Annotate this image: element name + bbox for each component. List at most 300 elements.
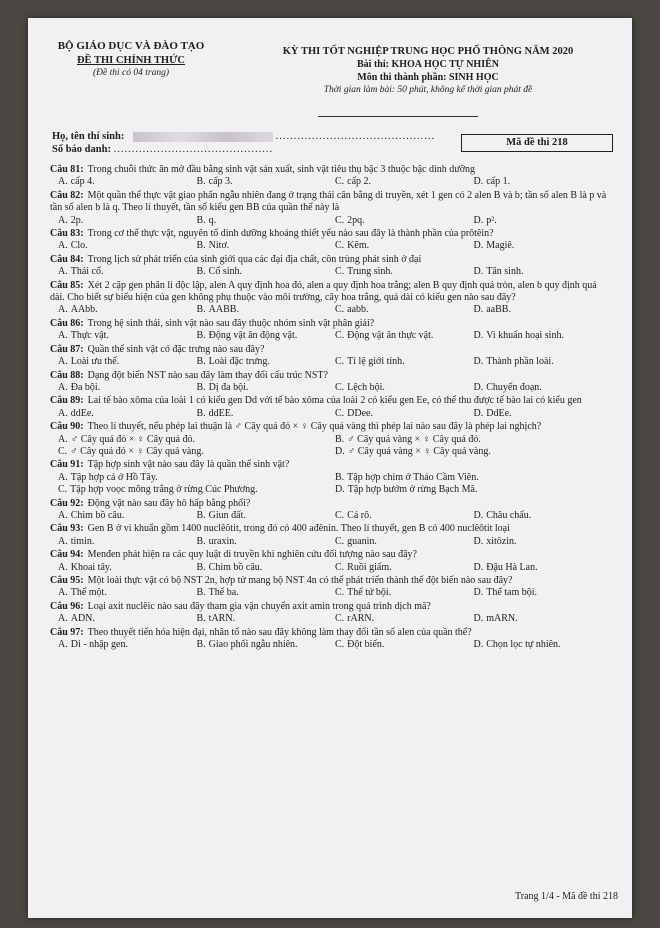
answer-option (474, 613, 613, 625)
option-text: ♂ Cây quả đỏ × ♀ Cây quả đỏ. (70, 433, 195, 445)
question-number: Câu 86: (50, 317, 84, 329)
answer-option (197, 356, 336, 368)
option-letter: A. (58, 613, 68, 625)
option-text: uraxin. (208, 535, 237, 547)
option-text: Cổ sinh. (208, 266, 243, 278)
option-text: timin. (70, 535, 95, 547)
option-letter: A. (58, 304, 68, 316)
answer-option (58, 510, 197, 522)
question-number: Câu 85: (50, 279, 84, 291)
id-dots: ............................................ (113, 144, 274, 155)
answer-option (58, 484, 335, 496)
option-letter: B. (196, 561, 206, 573)
answer-option (335, 215, 474, 227)
answer-option (335, 639, 474, 651)
option-letter: A. (58, 509, 68, 521)
answer-option (474, 176, 613, 188)
option-letter: C. (335, 639, 345, 651)
option-text: cấp 2. (347, 176, 372, 188)
option-letter: A. (58, 561, 68, 573)
question-number: Câu 97: (50, 626, 84, 638)
answer-option (197, 266, 336, 278)
option-letter: D. (473, 535, 484, 547)
option-text: Cá rô. (347, 509, 372, 521)
question-text: Quần thể sinh vật có đặc trưng nào sau đây? (87, 343, 265, 355)
question-item (50, 254, 612, 279)
question-stem (50, 601, 612, 613)
answer-options (50, 356, 612, 368)
answer-option (474, 587, 613, 599)
question-number: Câu 94: (50, 549, 84, 561)
question-item (50, 459, 612, 496)
option-letter: D. (473, 613, 484, 625)
answer-option (58, 472, 335, 484)
answer-option (58, 240, 197, 252)
option-letter: B. (196, 509, 206, 521)
option-letter: D. (473, 330, 484, 342)
option-letter: D. (473, 214, 484, 226)
question-number: Câu 96: (50, 600, 84, 612)
question-item (50, 627, 612, 652)
question-stem (50, 318, 612, 330)
option-text: Trung sinh. (347, 266, 393, 278)
option-text: aabb. (347, 304, 369, 316)
answer-option (474, 304, 613, 316)
answer-options (50, 639, 612, 651)
option-text: Thể tứ bội. (347, 587, 392, 599)
header-divider (318, 116, 478, 117)
option-text: Tỉ lệ giới tính. (347, 356, 405, 368)
question-stem (50, 498, 612, 510)
option-text: Khoai tây. (70, 561, 112, 573)
option-text: Thái cổ. (70, 266, 104, 278)
option-letter: A. (58, 381, 68, 393)
candidate-name-label: Họ, tên thí sinh: (52, 131, 125, 142)
answer-options (50, 510, 612, 522)
answer-option (58, 613, 197, 625)
option-letter: D. (335, 484, 345, 496)
option-letter: A. (58, 535, 68, 547)
option-text: Vi khuẩn hoại sinh. (486, 330, 564, 342)
answer-option (474, 639, 613, 651)
answer-options (50, 536, 612, 548)
question-number: Câu 81: (50, 164, 84, 175)
option-text: Thể tam bội. (486, 587, 538, 599)
question-text: Theo lí thuyết, nếu phép lai thuận là ♂ Cây quả đỏ × ♀ Cây quả vàng thì phép lai nào sau đây là phép lai nghịch? (87, 421, 542, 433)
answer-option (474, 562, 613, 574)
option-letter: A. (58, 471, 68, 483)
option-text: AABB. (208, 304, 239, 316)
option-letter: C. (335, 587, 345, 599)
answer-option (197, 408, 336, 420)
option-letter: B. (196, 266, 206, 278)
option-text: Thành phần loài. (486, 356, 554, 368)
option-letter: D. (473, 176, 484, 188)
option-letter: B. (196, 535, 206, 547)
question-stem (50, 370, 612, 382)
answer-option (335, 330, 474, 342)
option-text: Tập hợp bướm ở rừng Bạch Mã. (347, 484, 478, 496)
answer-option (335, 587, 474, 599)
option-letter: D. (473, 509, 484, 521)
question-item (50, 549, 612, 574)
option-letter: B. (196, 407, 206, 419)
question-number: Câu 95: (50, 575, 84, 586)
option-text: guanin. (347, 535, 377, 547)
question-item (50, 228, 612, 253)
answer-option (197, 215, 336, 227)
answer-option (58, 304, 197, 316)
option-text: rARN. (347, 613, 375, 625)
option-letter: A. (58, 407, 68, 419)
option-letter: D. (473, 407, 484, 419)
option-text: ADN. (70, 613, 95, 625)
answer-option (197, 510, 336, 522)
question-stem (50, 627, 612, 639)
question-text: Trong cơ thể thực vật, nguyên tố dinh dưỡng khoáng thiết yếu nào sau đây là thành phần của prôtêin? (87, 228, 494, 240)
option-letter: D. (335, 445, 345, 457)
answer-option (335, 176, 474, 188)
question-text: Xét 2 cặp gen phân li độc lập, alen A quy định hoa đỏ, alen a quy định hoa trắng; alen B quy định quả tròn, alen b quy định quả dài. Cho biết sự biểu hiện của gen không phụ thuộc vào môi trường, cây hoa trắng, quả dài có kiểu gen nào sau đây? (50, 279, 597, 304)
answer-option (474, 510, 613, 522)
answer-option (335, 562, 474, 574)
question-item (50, 523, 612, 548)
option-text: Chọn lọc tự nhiên. (486, 639, 561, 651)
answer-option (335, 484, 612, 496)
option-letter: C. (58, 484, 68, 496)
question-text: Gen B ở vi khuẩn gồm 1400 nuclêôtit, trong đó có 400 ađênin. Theo lí thuyết, gen B có 400 nuclêôtit loại (87, 523, 510, 535)
option-text: Đa bội. (70, 381, 101, 393)
question-stem (50, 459, 612, 471)
option-letter: D. (473, 639, 484, 651)
option-text: Tập hợp voọc mông trắng ở rừng Cúc Phương. (70, 484, 258, 496)
answer-option (474, 408, 613, 420)
question-text: Tập hợp sinh vật nào sau đây là quần thể sinh vật? (87, 459, 290, 471)
option-letter: B. (196, 240, 206, 252)
option-text: ♂ Cây quả vàng × ♀ Cây quả vàng. (347, 445, 491, 457)
time-limit: Thời gian làm bài: 50 phút, không kể thời gian phát đề (323, 85, 533, 95)
option-text: Thể một. (70, 587, 107, 599)
answer-options (50, 330, 612, 342)
answer-option (335, 472, 612, 484)
option-text: 2p. (70, 214, 84, 226)
answer-option (197, 562, 336, 574)
answer-options (50, 408, 612, 420)
question-stem (50, 228, 612, 240)
option-text: Tân sinh. (486, 266, 524, 278)
answer-option (335, 382, 474, 394)
option-letter: A. (58, 214, 68, 226)
option-text: Đậu Hà Lan. (486, 561, 538, 573)
question-item (50, 318, 612, 343)
option-letter: C. (335, 535, 345, 547)
answer-option (58, 215, 197, 227)
option-text: Dị đa bội. (208, 381, 249, 393)
question-text: Động vật nào sau đây hô hấp bằng phổi? (87, 497, 251, 509)
option-letter: D. (473, 266, 484, 278)
question-item (50, 280, 612, 317)
question-text: Loại axit nuclêic nào sau đây tham gia vận chuyển axit amin trong quá trình dịch mã? (87, 600, 431, 612)
ministry-name: BỘ GIÁO DỤC VÀ ĐÀO TẠO (57, 40, 205, 52)
answer-option (474, 330, 613, 342)
answer-options (50, 613, 612, 625)
official-label: ĐỀ THI CHÍNH THỨC (76, 55, 186, 66)
answer-option (58, 176, 197, 188)
question-stem (50, 395, 612, 407)
question-stem (50, 344, 612, 356)
answer-option (335, 510, 474, 522)
option-letter: A. (58, 639, 68, 651)
question-number: Câu 92: (50, 497, 84, 509)
option-letter: B. (335, 433, 345, 445)
answer-option (335, 266, 474, 278)
option-letter: D. (473, 587, 484, 599)
option-letter: C. (335, 381, 345, 393)
answer-options (50, 472, 612, 497)
candidate-info (52, 130, 435, 156)
question-item (50, 164, 612, 189)
option-letter: B. (196, 304, 206, 316)
option-letter: C. (335, 240, 345, 252)
option-text: DDee. (347, 407, 373, 419)
question-stem (50, 190, 612, 215)
answer-option (335, 240, 474, 252)
answer-option (335, 304, 474, 316)
answer-option (197, 240, 336, 252)
answer-option (58, 536, 197, 548)
option-text: cấp 4. (70, 176, 95, 188)
blurred-name (133, 132, 273, 142)
answer-option (58, 562, 197, 574)
answer-option (197, 330, 336, 342)
option-letter: B. (196, 330, 206, 342)
answer-option (474, 215, 613, 227)
question-stem (50, 164, 612, 176)
answer-options (50, 382, 612, 394)
header-right (228, 46, 628, 95)
option-text: Chim bồ câu. (70, 509, 125, 521)
header-left (36, 40, 226, 78)
answer-option (58, 408, 197, 420)
option-letter: A. (58, 266, 68, 278)
question-text: Trong hệ sinh thái, sinh vật nào sau đây thuộc nhóm sinh vật phân giải? (87, 317, 375, 329)
option-letter: C. (335, 561, 345, 573)
answer-option (58, 434, 335, 446)
exam-title: KỲ THI TỐT NGHIỆP TRUNG HỌC PHỔ THÔNG NĂM 2020 (282, 46, 574, 57)
question-item (50, 370, 612, 395)
answer-option (197, 382, 336, 394)
answer-option (197, 176, 336, 188)
question-text: Một quần thể thực vật giao phấn ngẫu nhiên đang ở trạng thái cân bằng di truyền, xét 1 gen có 2 alen B và b; tần số alen B là p và tần số alen b là q. Theo lí thuyết, tần số kiểu gen BB của quần thể này là (50, 189, 607, 214)
question-stem (50, 549, 612, 561)
option-letter: D. (473, 381, 484, 393)
answer-option (335, 536, 474, 548)
option-text: Clo. (70, 240, 88, 252)
answer-options (50, 176, 612, 188)
option-text: tARN. (208, 613, 236, 625)
answer-option (197, 587, 336, 599)
option-letter: D. (473, 356, 484, 368)
option-text: Chuyển đoạn. (486, 381, 542, 393)
answer-option (474, 382, 613, 394)
answer-options (50, 587, 612, 599)
option-text: Magiê. (486, 240, 515, 252)
option-text: ddEe. (70, 407, 94, 419)
option-text: Động vật ăn thực vật. (347, 330, 434, 342)
option-letter: A. (58, 330, 68, 342)
page-footer: Trang 1/4 - Mã đề thi 218 (515, 891, 618, 902)
option-text: Giao phối ngẫu nhiên. (208, 639, 298, 651)
option-text: mARN. (486, 613, 518, 625)
option-text: ddEE. (208, 407, 234, 419)
exam-code-box: Mã đề thi 218 (461, 134, 613, 152)
question-list (50, 164, 612, 652)
answer-options (50, 215, 612, 227)
answer-options (50, 266, 612, 278)
option-text: AAbb. (70, 304, 98, 316)
option-text: ♂ Cây quả vàng × ♀ Cây quả đỏ. (347, 433, 481, 445)
answer-option (197, 613, 336, 625)
question-text: Trong chuỗi thức ăn mở đầu bằng sinh vật sản xuất, sinh vật tiêu thụ bậc 3 thuộc bậc dinh dưỡng (87, 164, 475, 175)
option-letter: B. (196, 381, 206, 393)
candidate-name-row (52, 130, 435, 143)
question-number: Câu 88: (50, 369, 84, 381)
answer-option (58, 266, 197, 278)
answer-option (58, 639, 197, 651)
option-letter: B. (196, 587, 206, 599)
option-text: cấp 3. (208, 176, 233, 188)
answer-option (335, 446, 612, 458)
option-letter: C. (335, 407, 345, 419)
answer-option (335, 408, 474, 420)
name-dots: ............................................ (275, 131, 436, 142)
question-number: Câu 83: (50, 228, 84, 240)
option-letter: B. (196, 356, 206, 368)
subject-name: Môn thi thành phần: SINH HỌC (357, 72, 499, 83)
option-text: Kẽm. (347, 240, 370, 252)
question-number: Câu 87: (50, 343, 84, 355)
option-letter: C. (335, 304, 345, 316)
option-letter: C. (58, 445, 68, 457)
option-text: xitôzin. (486, 535, 517, 547)
option-letter: C. (335, 356, 345, 368)
option-letter: C. (335, 509, 345, 521)
question-number: Câu 89: (50, 395, 84, 407)
question-item (50, 395, 612, 420)
option-letter: A. (58, 587, 68, 599)
option-letter: D. (473, 561, 484, 573)
answer-options (50, 304, 612, 316)
question-number: Câu 90: (50, 421, 84, 433)
option-text: p². (486, 214, 497, 226)
option-letter: A. (58, 356, 68, 368)
option-letter: B. (196, 613, 206, 625)
question-text: Một loài thực vật có bộ NST 2n, hợp tử mang bộ NST 4n có thể phát triển thành thể đột biến nào sau đây? (87, 575, 513, 586)
option-text: Nitơ. (208, 240, 230, 252)
question-text: Theo thuyết tiến hóa hiện đại, nhân tố nào sau đây không làm thay đổi tần số alen của quần thể? (87, 626, 472, 638)
answer-options (50, 240, 612, 252)
question-stem (50, 421, 612, 433)
answer-options (50, 434, 612, 459)
answer-option (58, 330, 197, 342)
option-text: Loài đặc trưng. (208, 356, 270, 368)
question-stem (50, 280, 612, 305)
option-text: aaBB. (486, 304, 511, 316)
page-count: (Đề thi có 04 trang) (93, 68, 169, 78)
candidate-id-label: Số báo danh: (52, 144, 111, 155)
answer-option (474, 356, 613, 368)
option-letter: B. (196, 214, 206, 226)
option-text: Chim bồ câu. (208, 561, 263, 573)
answer-option (58, 382, 197, 394)
question-text: Dạng đột biến NST nào sau đây làm thay đổi cấu trúc NST? (87, 369, 328, 381)
option-text: Tập hợp chim ở Thảo Cầm Viên. (347, 471, 479, 483)
option-text: Đột biến. (347, 639, 385, 651)
option-text: cấp 1. (486, 176, 511, 188)
answer-options (50, 562, 612, 574)
question-number: Câu 84: (50, 253, 84, 265)
answer-option (335, 613, 474, 625)
question-item (50, 575, 612, 600)
question-text: Menđen phát hiện ra các quy luật di truyền khi nghiên cứu đối tượng nào sau đây? (87, 549, 417, 561)
candidate-id-row (52, 143, 435, 156)
option-letter: C. (335, 214, 345, 226)
answer-option (474, 266, 613, 278)
question-item (50, 601, 612, 626)
question-item (50, 421, 612, 458)
option-letter: A. (58, 433, 68, 445)
option-text: Thực vật. (70, 330, 109, 342)
option-text: 2pq. (347, 214, 365, 226)
question-stem (50, 523, 612, 535)
exam-sheet (28, 18, 632, 918)
option-letter: A. (58, 240, 68, 252)
option-text: Lệch bội. (347, 381, 385, 393)
option-text: Di - nhập gen. (70, 639, 128, 651)
answer-option (197, 304, 336, 316)
option-text: Ruồi giấm. (347, 561, 392, 573)
answer-option (58, 587, 197, 599)
option-letter: A. (58, 176, 68, 188)
option-letter: B. (335, 471, 345, 483)
question-item (50, 344, 612, 369)
answer-option (474, 240, 613, 252)
option-text: Giun đất. (208, 509, 246, 521)
answer-option (58, 356, 197, 368)
option-letter: B. (196, 176, 206, 188)
option-letter: D. (473, 304, 484, 316)
option-text: Thể ba. (208, 587, 239, 599)
answer-option (58, 446, 335, 458)
question-text: Lai tế bào xôma của loài 1 có kiểu gen Dd với tế bào xôma của loài 2 có kiểu gen Ee, có thể thu được tế bào lai có kiểu gen (87, 395, 582, 407)
option-text: DdEe. (486, 407, 512, 419)
answer-option (197, 536, 336, 548)
option-text: Châu chấu. (486, 509, 532, 521)
option-letter: C. (335, 266, 345, 278)
option-letter: B. (196, 639, 206, 651)
question-item (50, 498, 612, 523)
question-number: Câu 93: (50, 523, 84, 535)
question-stem (50, 254, 612, 266)
option-text: q. (208, 214, 217, 226)
question-stem (50, 575, 612, 587)
answer-option (335, 356, 474, 368)
option-letter: C. (335, 176, 345, 188)
answer-option (474, 536, 613, 548)
option-letter: C. (335, 613, 345, 625)
answer-option (335, 434, 612, 446)
question-number: Câu 91: (50, 459, 84, 471)
